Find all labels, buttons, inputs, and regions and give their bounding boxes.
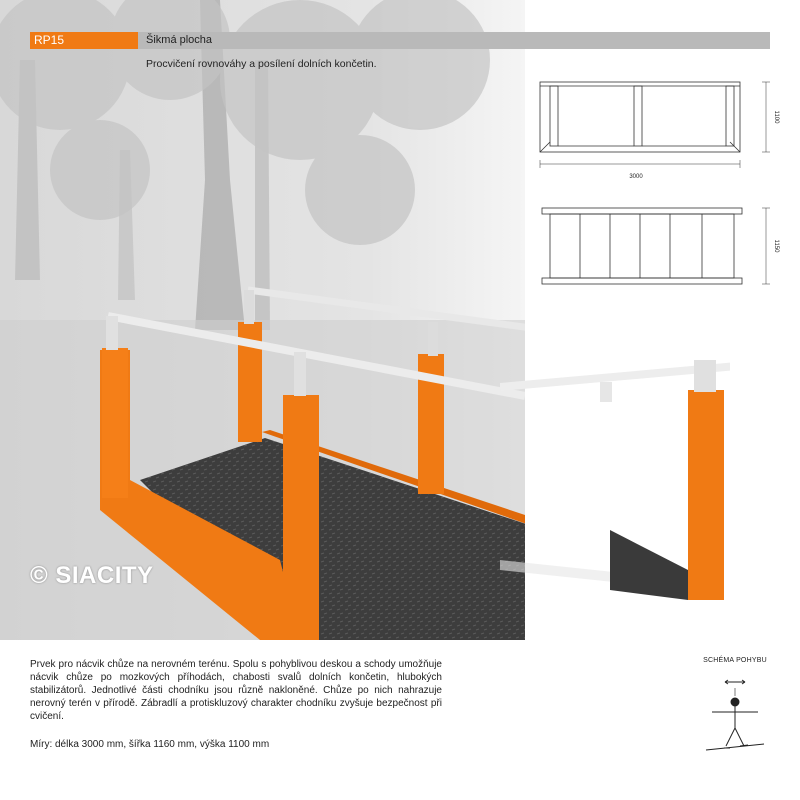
dimension-length: 3000 — [629, 174, 643, 180]
side-view-drawing — [530, 72, 780, 187]
product-code: RP15 — [30, 32, 138, 49]
handrail-support — [428, 322, 438, 356]
header-bar — [30, 32, 770, 49]
product-description: Prvek pro nácvik chůze na nerovném terénu. Spolu s pohyblivou deskou a schody umožňuje nácvik chůze po mozkových příhodách, chabosti svalů dolních končetin, hlubokých stabilizátorů. Jednotlivé části chodníku jsou různě nakloněné. Chůze po nich nahrazuje nerovný terén v přírodě. Zábradlí a protiskluzový charakter chodníku zvyšuje bezpečnost při cvičení. — [30, 659, 442, 722]
copyright-watermark: © SIACITY — [30, 562, 154, 589]
movement-schema-figure — [700, 670, 770, 760]
dimension-height: 1100 — [773, 110, 779, 124]
product-subtitle: Procvičení rovnováhy a posílení dolních končetin. — [146, 58, 377, 70]
top-view-drawing — [530, 202, 780, 297]
handrail-cap — [600, 382, 612, 402]
handrail-support — [244, 290, 254, 324]
frame-post-front-mid — [283, 395, 319, 640]
product-render-right — [500, 330, 730, 640]
dimension-depth: 1150 — [773, 239, 779, 253]
product-title: Šikmá plocha — [138, 32, 770, 49]
product-dimensions: Míry: délka 3000 mm, šířka 1160 mm, výška 1100 mm — [30, 739, 270, 750]
handrail-support — [694, 360, 716, 392]
handrail-support — [106, 316, 118, 350]
frame-post-front-left — [102, 348, 128, 498]
frame-post-front-right — [688, 390, 724, 600]
movement-schema-label: SCHÉMA POHYBU — [703, 657, 767, 664]
deck-end — [610, 530, 688, 600]
handrail-support — [294, 352, 306, 396]
